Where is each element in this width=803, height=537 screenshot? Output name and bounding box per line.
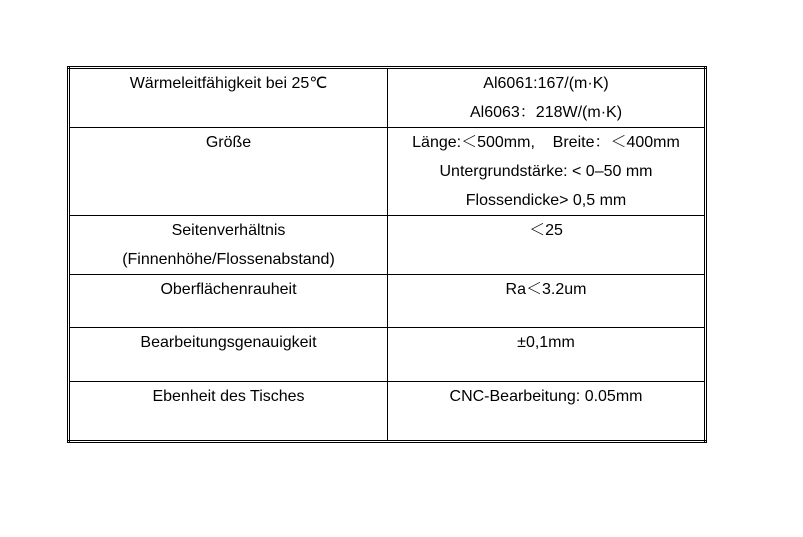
property-cell (69, 382, 388, 442)
table-row (69, 216, 706, 275)
property-cell (69, 275, 388, 328)
value-text: Untergrundstärke: < 0–50 mm (439, 163, 653, 180)
property-label: (Finnenhöhe/Flossenabstand) (122, 251, 335, 268)
property-label: Ebenheit des Tisches (152, 388, 305, 405)
value-text: ＜25 (529, 222, 563, 239)
property-label: Bearbeitungsgenauigkeit (140, 334, 317, 351)
table-row (69, 328, 706, 382)
value-text: CNC-Bearbeitung: 0.05mm (449, 388, 643, 405)
property-label: Größe (205, 134, 252, 151)
value-text: Ra＜3.2um (505, 281, 587, 298)
value-cell (388, 275, 706, 328)
property-cell (69, 68, 388, 128)
table-row (69, 275, 706, 328)
property-label: Wärmeleitfähigkeit bei 25℃ (129, 75, 328, 92)
table-row (69, 68, 706, 128)
property-cell (69, 216, 388, 275)
value-text: ±0,1mm (517, 334, 575, 351)
value-text: Al6063：218W/(m·K) (469, 104, 623, 121)
value-cell (388, 328, 706, 382)
value-cell (388, 128, 706, 216)
table-row (69, 382, 706, 442)
property-cell (69, 328, 388, 382)
property-label: Seitenverhältnis (171, 222, 286, 239)
value-cell (388, 382, 706, 442)
value-cell (388, 68, 706, 128)
spec-table (67, 66, 707, 443)
table-row (69, 128, 706, 216)
value-cell (388, 216, 706, 275)
property-cell (69, 128, 388, 216)
value-text: Al6061:167/(m·K) (483, 75, 609, 92)
value-text: Flossendicke> 0,5 mm (465, 192, 627, 209)
property-label: Oberflächenrauheit (160, 281, 297, 298)
value-text: Länge:＜500mm, Breite：＜400mm (412, 134, 680, 151)
